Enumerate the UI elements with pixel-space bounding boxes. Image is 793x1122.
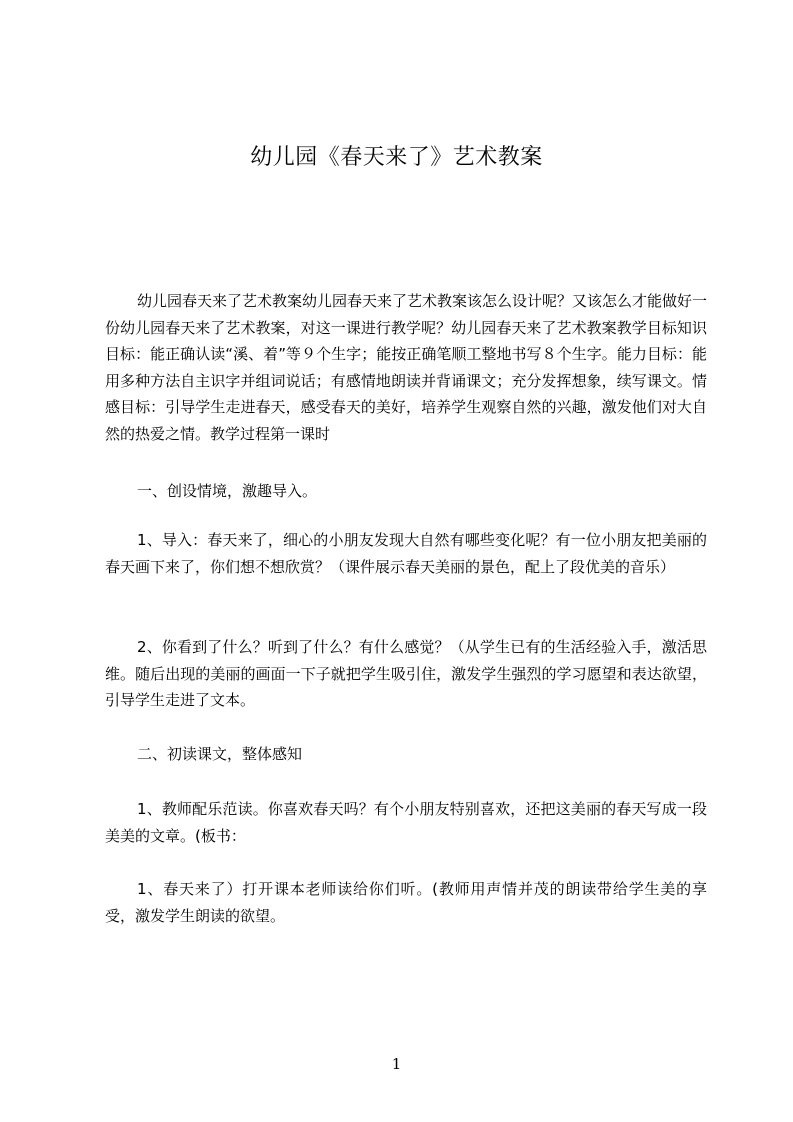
document-title: 幼儿园《春天来了》艺术教案 (250, 145, 543, 170)
section-heading-2: 二、初读课文，整体感知 (137, 745, 303, 763)
intro-paragraph: 幼儿园春天来了艺术教案幼儿园春天来了艺术教案该怎么设计呢？又该怎么才能做好一份幼儿园春天来了艺术教案，对这一课进行教学呢？幼儿园春天来了艺术教案教学目标知识目标：能正确认读“溪、着”等９个生字；能按正确笔顺工整地书写８个生字。能力目标：能用多种方法自主识字并组词说话；有感情地朗读并背诵课文；充分发挥想象，续写课文。情感目标：引导学生走进春天，感受春天的美好，培养学生观察自然的兴趣，激发他们对大自然的热爱之情。教学过程第一课时 (105, 292, 708, 443)
paragraph-introduction-step-2: 2、你看到了什么？听到了什么？有什么感觉？（从学生已有的生活经验入手，激活思维。随后出现的美丽的画面一下子就把学生吸引住，激发学生强烈的学习愿望和表达欲望，引导学生走进了文本。 (105, 638, 707, 709)
paragraph-reading-step-1-continued: 1、春天来了）打开课本老师读给你们听。(教师用声情并茂的朗读带给学生美的享受，激发学生朗读的欲望。 (105, 880, 707, 925)
paragraph-introduction-step-1: 1、导入：春天来了，细心的小朋友发现大自然有哪些变化呢？有一位小朋友把美丽的春天画下来了，你们想不想欣赏？（课件展示春天美丽的景色，配上了段优美的音乐） (105, 531, 707, 576)
section-heading-1: 一、创设情境，激趣导入。 (137, 482, 318, 500)
paragraph-reading-step-1: 1、教师配乐范读。你喜欢春天吗？有个小朋友特别喜欢，还把这美丽的春天写成一段美美的文章。(板书： (105, 800, 707, 845)
page-number: 1 (391, 1055, 402, 1073)
